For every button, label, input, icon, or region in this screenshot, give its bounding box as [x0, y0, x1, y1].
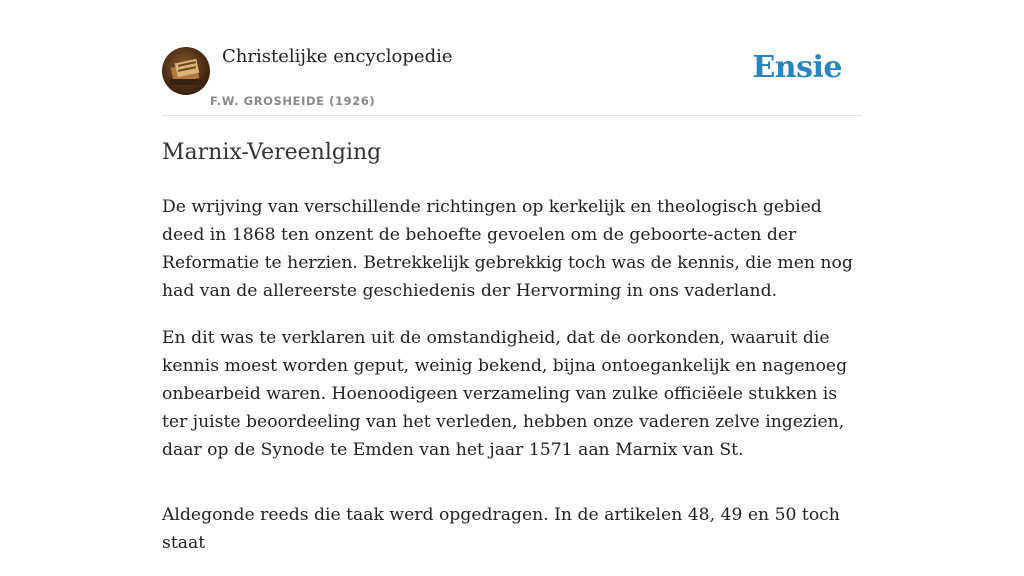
book-author: F.W. GROSHEIDE (1926) — [210, 94, 376, 108]
page-header — [162, 47, 862, 116]
article-paragraph: En dit was te verklaren uit de omstandigheid, dat de oorkonden, waaruit die kennis moest worden geput, weinig bekend, bijna ontoegankelijk en nagenoeg onbearbeid waren. Hoenoodigeen verzameling van zulke officiëele stukken is ter juiste beoordeeling van het verleden, hebben onze vaderen zelve ingezien, daar op de Synode te Emden van het jaar 1571 aan Marnix van St. — [162, 328, 848, 460]
book-title[interactable]: Christelijke encyclopedie — [222, 46, 453, 67]
article-paragraph: Aldegonde reeds die taak werd opgedragen. In de artikelen 48, 49 en 50 toch staat — [162, 505, 840, 553]
book-avatar[interactable] — [162, 47, 210, 95]
article-title: Marnix-Vereenlging — [162, 140, 382, 165]
brand-logo[interactable]: Ensie — [752, 50, 842, 85]
article-paragraph: De wrijving van verschillende richtingen op kerkelijk en theologisch gebied deed in 1868 ten onzent de behoefte gevoelen om de geboorte-acten der Reformatie te herzien. Betrekkelijk gebrekkig toch was de kennis, die men nog had van de allereerste geschiedenis der Hervorming in ons vaderland. — [162, 197, 853, 301]
book-cover-icon — [162, 47, 210, 95]
article-body — [162, 193, 866, 576]
